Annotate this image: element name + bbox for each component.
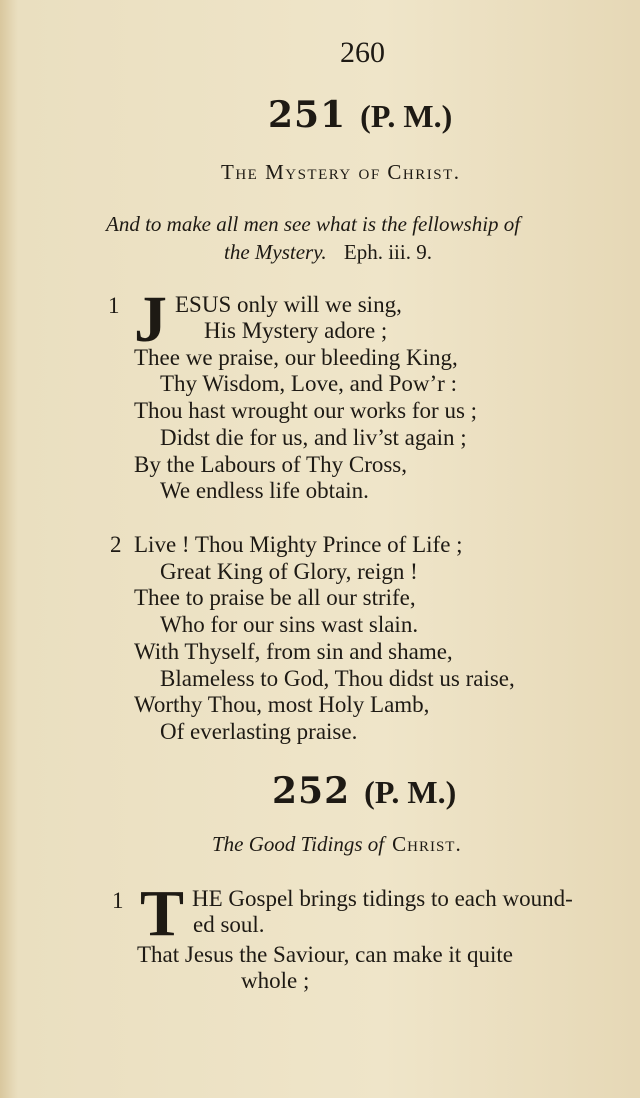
verse-line: By the Labours of Thy Cross, [134, 451, 408, 477]
hymn-252-title [212, 832, 462, 857]
title-italic: The Good Tidings of [212, 832, 385, 856]
hymn-251-meter: (P. M.) [360, 98, 453, 134]
verse-line: Thee we praise, our bleeding King, [134, 344, 458, 370]
hymn-251-title: The Mystery of Christ. [221, 160, 461, 184]
verse-line: Who for our sins wast slain. [160, 612, 419, 638]
verse-first-line: ESUS only will we sing, [175, 292, 402, 317]
verse-line: Thee to praise be all our strife, [134, 585, 416, 611]
verse-line: Great King of Glory, reign ! [160, 558, 418, 584]
hymn-252-meter: (P. M.) [364, 774, 457, 810]
verse-number: 1 [112, 888, 124, 913]
verse-number: 1 [108, 293, 120, 318]
verse-line: His Mystery adore ; [204, 318, 388, 343]
verse-line: Thou hast wrought our works for us ; [134, 398, 478, 424]
verse-first-line: HE Gospel brings tidings to each wound- [192, 886, 573, 911]
hymn-252-verse-1 [137, 912, 513, 995]
verse-line: Thy Wisdom, Love, and Pow’r : [160, 371, 457, 397]
verse-line: Worthy Thou, most Holy Lamb, [134, 692, 430, 718]
verse-number: 2 [110, 532, 122, 557]
hymn-251-heading [268, 94, 452, 136]
dropcap-letter: T [140, 877, 185, 950]
hymn-251-verse-2 [134, 532, 515, 746]
dropcap-letter: J [134, 283, 167, 356]
hymn-251-epigraph-line1: And to make all men see what is the fellowship of [106, 212, 521, 236]
page-number: 260 [340, 36, 385, 69]
verse-line: ed soul. [193, 912, 265, 937]
hymn-251-number: 251 [268, 94, 347, 136]
verse-line: We endless life obtain. [160, 478, 369, 504]
hymn-252-number: 252 [272, 770, 351, 812]
epigraph-reference: Eph. iii. 9. [343, 240, 432, 264]
verse-line: whole ; [241, 968, 310, 994]
verse-line: Of everlasting praise. [160, 718, 358, 744]
title-smallcaps: Christ. [392, 832, 462, 856]
verse-line: Live ! Thou Mighty Prince of Life ; [134, 532, 463, 557]
hymn-251-verse-1 [134, 318, 477, 505]
hymn-251-epigraph-line2 [224, 240, 432, 265]
verse-line: That Jesus the Saviour, can make it quite [137, 941, 513, 967]
epigraph-phrase: the Mystery. [224, 240, 327, 264]
hymn-252-heading [272, 770, 456, 812]
verse-line: Blameless to God, Thou didst us raise, [160, 665, 515, 691]
verse-line: With Thyself, from sin and shame, [134, 638, 453, 664]
verse-line: Didst die for us, and liv’st again ; [160, 424, 467, 450]
